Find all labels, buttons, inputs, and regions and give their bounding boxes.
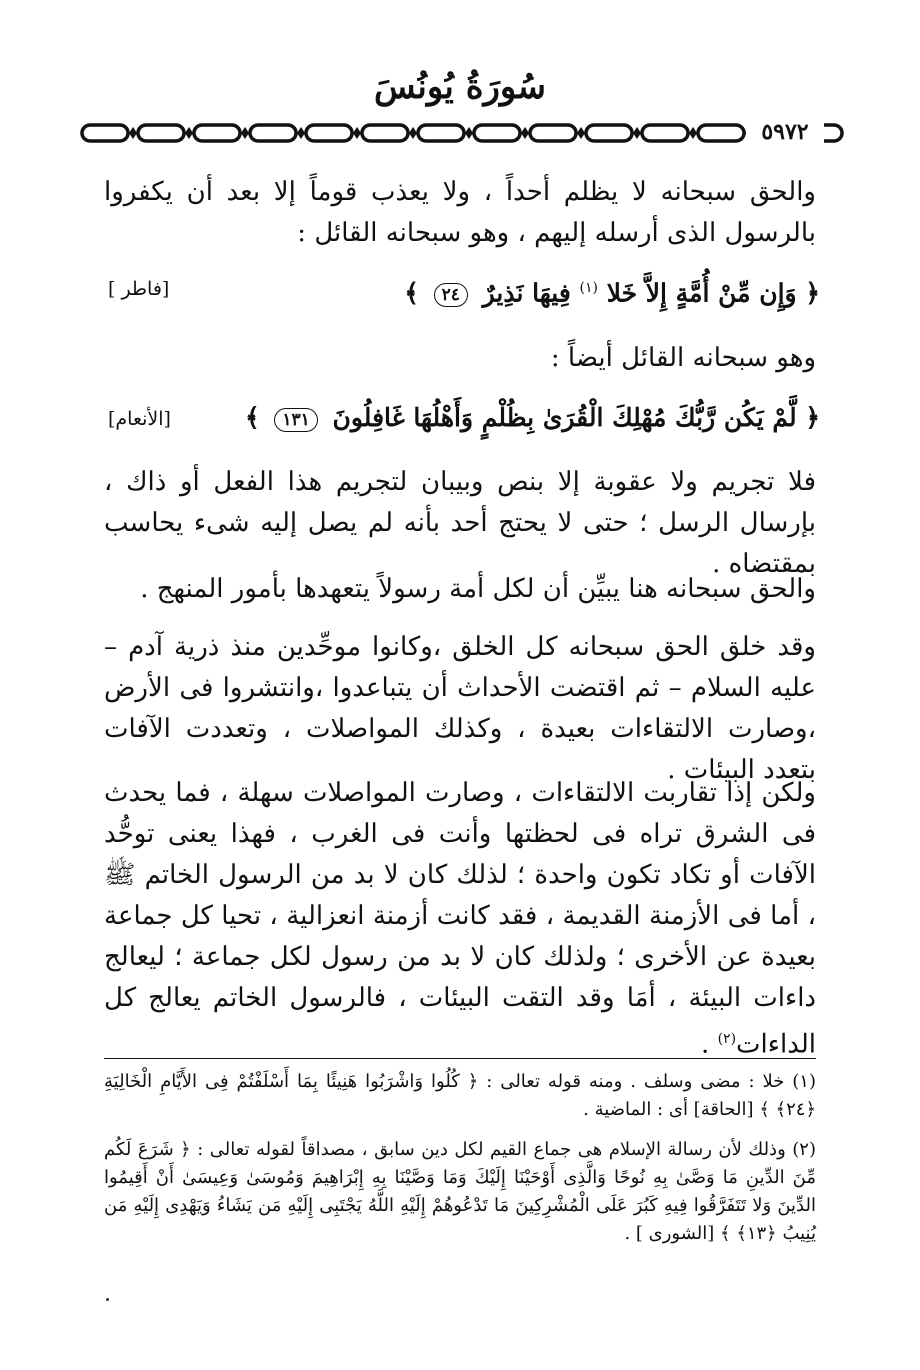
footnote-divider — [104, 1058, 816, 1059]
footnote-ref: (١) — [579, 280, 598, 296]
verse-open-bracket: ﴿ — [805, 278, 820, 308]
verse-close-bracket: ﴾ — [404, 278, 419, 308]
verse-close-bracket: ﴾ — [245, 403, 260, 432]
paragraph — [104, 773, 816, 1066]
ayah-number: ١٣١ — [274, 408, 317, 432]
page-number: ٥٩٧٢ — [746, 116, 824, 148]
paragraph: فلا تجريم ولا عقوبة إلا بنص وبيبان لتجريم هذا الفعل أو ذاك ، بإرسال الرسل ؛ حتى لا يحتج أحد بأنه لم يصل إليه شىء يحاسب بمقتضاه . — [104, 467, 816, 579]
paragraph: والحق سبحانه هنا يبيِّن أن لكل أمة رسولاً يتعهدها بأمور المنهج . — [140, 574, 816, 604]
verse-open-bracket: ﴿ — [805, 403, 820, 432]
paragraph-text: ولكن إذا تقاربت الالتقاءات ، وصارت المواصلات سهلة ، فما يحدث فى الشرق تراه فى لحظتها وأنت فى الغرب ، فهذا يعنى توحُّد الآفات أو تكاد تكون واحدة ؛ لذلك كان لا بد من الرسول الخاتم ﷺ ، أما فى الأزمنة القديمة ، فقد كانت أزمنة انعزالية ، تحيا كل جماعة بعيدة عن الأخرى ؛ ولذلك كان لا بد من رسول لكل جماعة ؛ ليعالج داءات البيئة ، أمَا وقد التقت البيئات ، فالرسول الخاتم يعالج كل الداءات — [104, 778, 817, 1060]
footnote: (١) خلا : مضى وسلف . ومنه قوله تعالى : ﴿ كُلُوا وَاشْرَبُوا هَنِيئًا بِمَا أَسْلَفْتُمْ فِى الأَيَّامِ الْخَالِيَةِ ﴿٢٤﴾ ﴾ [الحاقة] أى : الماضية . — [104, 1071, 816, 1120]
surah-title: سُورَةُ يُونُسَ — [374, 67, 546, 107]
paragraph: والحق سبحانه لا يظلم أحداً ، ولا يعذب قوماً إلا بعد أن يكفروا بالرسول الذى أرسله إليهم ، وهو سبحانه القائل : — [104, 177, 816, 248]
footnote-ref: (٢) — [717, 1031, 737, 1047]
verse-source: [فاطر ] — [108, 278, 170, 300]
paragraph-end: . — [701, 1029, 718, 1060]
verse-text: لَّمْ يَكُن رَّبُّكَ مُهْلِكَ الْقُرَىٰ بِظُلْمٍ وَأَهْلُهَا غَافِلُونَ — [332, 403, 797, 432]
paragraph: وهو سبحانه القائل أيضاً : — [550, 343, 816, 373]
ornamental-border-icon — [78, 119, 846, 147]
verse-text: وَإِن مِّنْ أُمَّةٍ إِلاَّ خَلا — [606, 278, 797, 308]
verse-source: [الأنعام] — [108, 408, 171, 430]
page-speck — [106, 1298, 109, 1301]
paragraph: وقد خلق الحق سبحانه كل الخلق ،وكانوا موحِّدين منذ ذرية آدم – عليه السلام – ثم اقتضت الأحداث أن يتباعدوا ،وانتشروا فى الأرض ،وصارت الالتقاءات بعيدة ، وكذلك المواصلات ، وتعددت الآفات بتعدد البيئات . — [104, 632, 816, 785]
verse-text: فِيهَا نَذِيرٌ — [482, 278, 571, 308]
ayah-number: ٢٤ — [434, 283, 468, 307]
footnote: (٢) وذلك لأن رسالة الإسلام هى جماع القيم لكل دين سابق ، مصداقاً لقوله تعالى : ﴿ شَرَعَ لَكُم مِّنَ الدِّينِ مَا وَصَّىٰ بِهِ نُوحًا وَالَّذِى أَوْحَيْنَا إِلَيْكَ وَمَا وَصَّيْنَا بِهِ إِبْرَاهِيمَ وَمُوسَىٰ وَعِيسَىٰ أَنْ أَقِيمُوا الدِّينَ وَلا تَتَفَرَّقُوا فِيهِ كَبُرَ عَلَى الْمُشْرِكِينَ مَا تَدْعُوهُمْ إِلَيْهِ اللَّهُ يَجْتَبِى إِلَيْهِ مَن يَشَاءُ وَيَهْدِى إِلَيْهِ مَن يُنِيبُ ﴿١٣﴾ ﴾ [الشورى ] . — [104, 1139, 816, 1244]
